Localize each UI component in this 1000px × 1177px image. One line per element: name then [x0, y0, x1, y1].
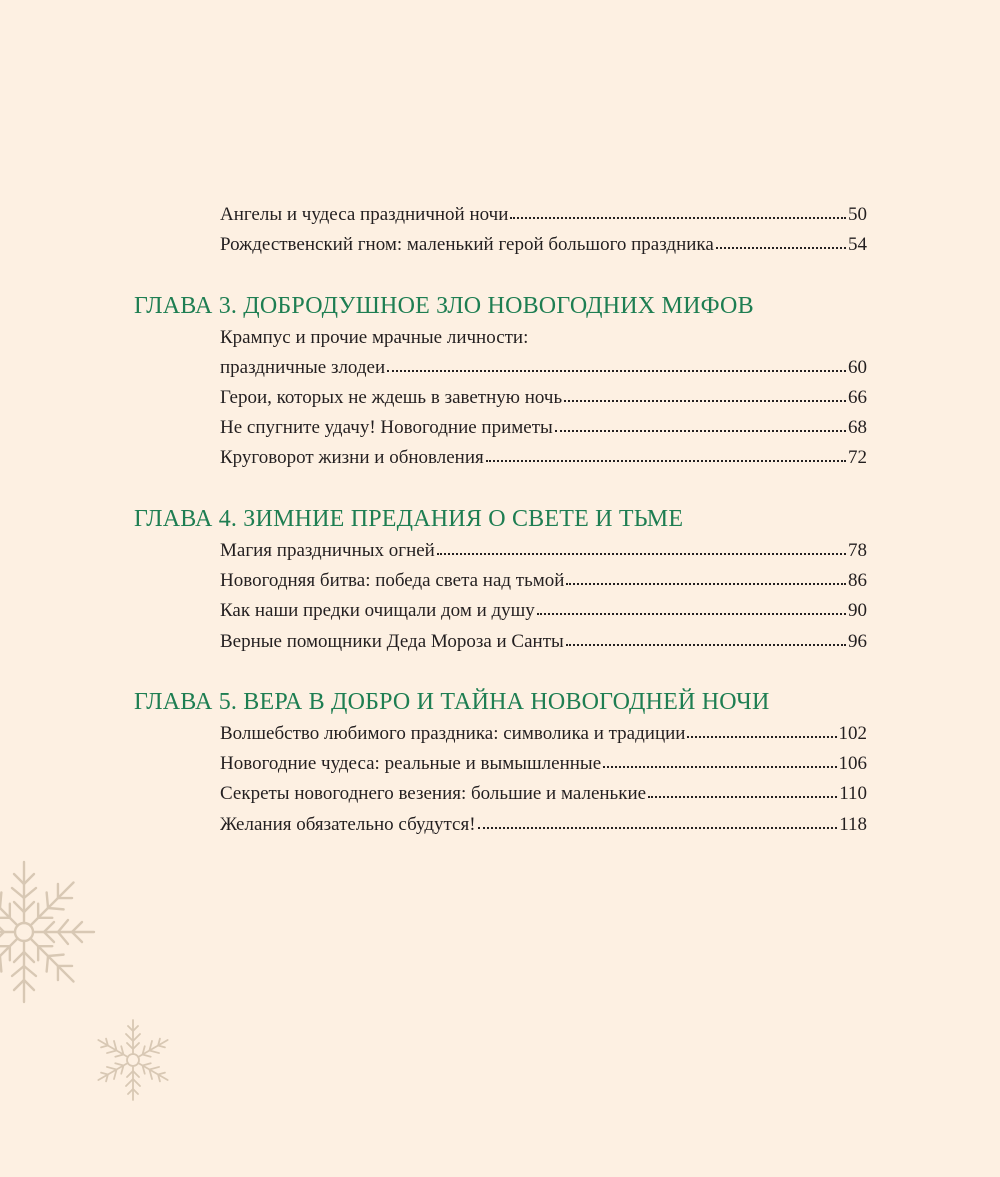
- toc-entry[interactable]: [220, 753, 867, 775]
- toc-entry[interactable]: [220, 600, 867, 622]
- snowflake-icon: [0, 858, 98, 1006]
- toc-entry[interactable]: [220, 357, 867, 379]
- toc-entry-title: Секреты новогоднего везения: большие и маленькие: [220, 783, 647, 804]
- toc-entry-page: 54: [848, 234, 867, 255]
- chapter-heading[interactable]: ГЛАВА 4. ЗИМНИЕ ПРЕДАНИЯ О СВЕТЕ И ТЬМЕ: [134, 506, 684, 532]
- toc-entry-title: Как наши предки очищали дом и душу: [220, 600, 535, 621]
- dot-leader: [387, 366, 846, 372]
- toc-entry-page: 106: [838, 753, 867, 774]
- dot-leader: [566, 640, 846, 646]
- toc-entry-title: Магия праздничных огней: [220, 540, 435, 561]
- toc-entry-page: 102: [838, 723, 867, 744]
- toc-entry-page: 66: [848, 387, 867, 408]
- dot-leader: [648, 792, 837, 798]
- toc-entry-page: 60: [848, 357, 867, 378]
- toc-entry-title: Герои, которых не ждешь в заветную ночь: [220, 387, 563, 408]
- toc-entry[interactable]: [220, 204, 867, 226]
- dot-leader: [603, 762, 836, 768]
- dot-leader: [555, 426, 846, 432]
- toc-entry[interactable]: [220, 570, 867, 592]
- dot-leader: [537, 609, 846, 615]
- toc-entry-page: 86: [848, 570, 867, 591]
- toc-entry[interactable]: [220, 814, 867, 836]
- toc-entry-page: 110: [839, 783, 867, 804]
- toc-entry-page: 50: [848, 204, 867, 225]
- toc-entry-page: 68: [848, 417, 867, 438]
- toc-entry[interactable]: [220, 723, 867, 745]
- chapter-heading[interactable]: ГЛАВА 5. ВЕРА В ДОБРО И ТАЙНА НОВОГОДНЕЙ НОЧИ: [134, 689, 770, 715]
- toc-entry[interactable]: [220, 447, 867, 469]
- dot-leader: [510, 213, 846, 219]
- toc-entry-title: Волшебство любимого праздника: символика и традиции: [220, 723, 686, 744]
- toc-entry-title: Ангелы и чудеса праздничной ночи: [220, 204, 509, 225]
- dot-leader: [437, 549, 846, 555]
- dot-leader: [566, 579, 846, 585]
- toc-entry-title: Новогодняя битва: победа света над тьмой: [220, 570, 565, 591]
- dot-leader: [687, 732, 836, 738]
- toc-entry-title: Новогодние чудеса: реальные и вымышленные: [220, 753, 602, 774]
- toc-entry-title: Не спугните удачу! Новогодние приметы: [220, 417, 553, 438]
- toc-entry[interactable]: [220, 417, 867, 439]
- toc-entry-title: Круговорот жизни и обновления: [220, 447, 484, 468]
- chapter-heading[interactable]: ГЛАВА 3. ДОБРОДУШНОЕ ЗЛО НОВОГОДНИХ МИФОВ: [134, 293, 754, 319]
- toc-entry[interactable]: [220, 234, 867, 256]
- toc-entry-page: 96: [848, 631, 867, 652]
- dot-leader: [564, 396, 846, 402]
- toc-entry-page: 118: [839, 814, 867, 835]
- toc-entry-title: праздничные злодеи: [220, 357, 386, 378]
- dot-leader: [716, 243, 846, 249]
- toc-entry-title: Желания обязательно сбудутся!: [220, 814, 476, 835]
- snowflake-icon: [96, 1018, 170, 1102]
- toc-entry-title: Рождественский гном: маленький герой большого праздника: [220, 234, 714, 255]
- toc-entry[interactable]: [220, 783, 867, 805]
- toc-entry-page: 90: [848, 600, 867, 621]
- toc-entry-page: 72: [848, 447, 867, 468]
- toc-entry[interactable]: [220, 540, 867, 562]
- toc-entry[interactable]: [220, 387, 867, 409]
- toc-entry-title-line[interactable]: Крампус и прочие мрачные личности:: [220, 327, 529, 348]
- dot-leader: [478, 823, 838, 829]
- toc-entry-title: Верные помощники Деда Мороза и Санты: [220, 631, 564, 652]
- dot-leader: [486, 456, 846, 462]
- toc-entry[interactable]: [220, 631, 867, 653]
- toc-entry-page: 78: [848, 540, 867, 561]
